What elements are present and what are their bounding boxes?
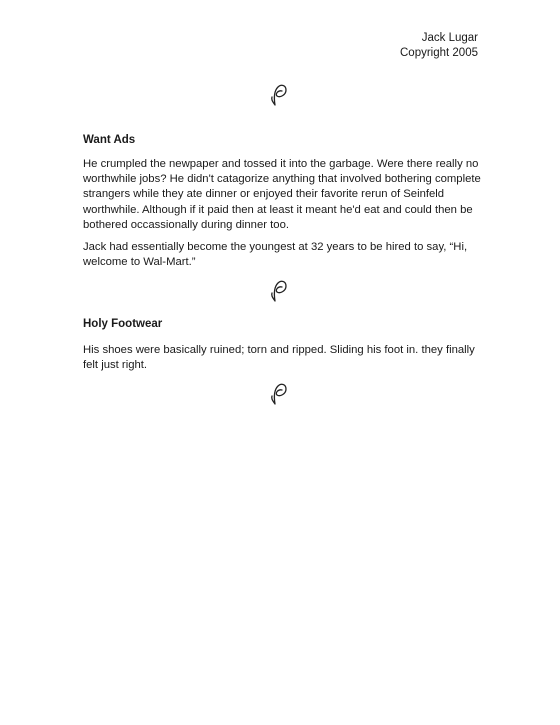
fleuron-icon: [0, 279, 560, 305]
fleuron-icon: [0, 382, 560, 408]
fleuron-icon: [0, 83, 560, 109]
page-header: [400, 31, 478, 61]
story-paragraph: He crumpled the newpaper and tossed it into the garbage. Were there really no worthwhile jobs? He didn't catagorize anything that involved bothering complete strangers while they ate dinner or enjoyed their favorite rerun of Seinfeld worthwhile. Although if it paid then at least it meant he'd eat and could then be bothered occassionally during dinner too.: [83, 158, 481, 231]
author-name: Jack Lugar: [421, 32, 478, 44]
story-title-want-ads: Want Ads: [83, 134, 136, 146]
story-paragraph: Jack had essentially become the youngest at 32 years to be hired to say, “Hi, welcome to Wal-Mart.”: [83, 241, 468, 269]
story-title-holy-footwear: Holy Footwear: [83, 318, 163, 330]
copyright-line: Copyright 2005: [400, 47, 478, 59]
story-paragraph: His shoes were basically ruined; torn and ripped. Sliding his foot in. they finally felt just right.: [83, 344, 475, 372]
